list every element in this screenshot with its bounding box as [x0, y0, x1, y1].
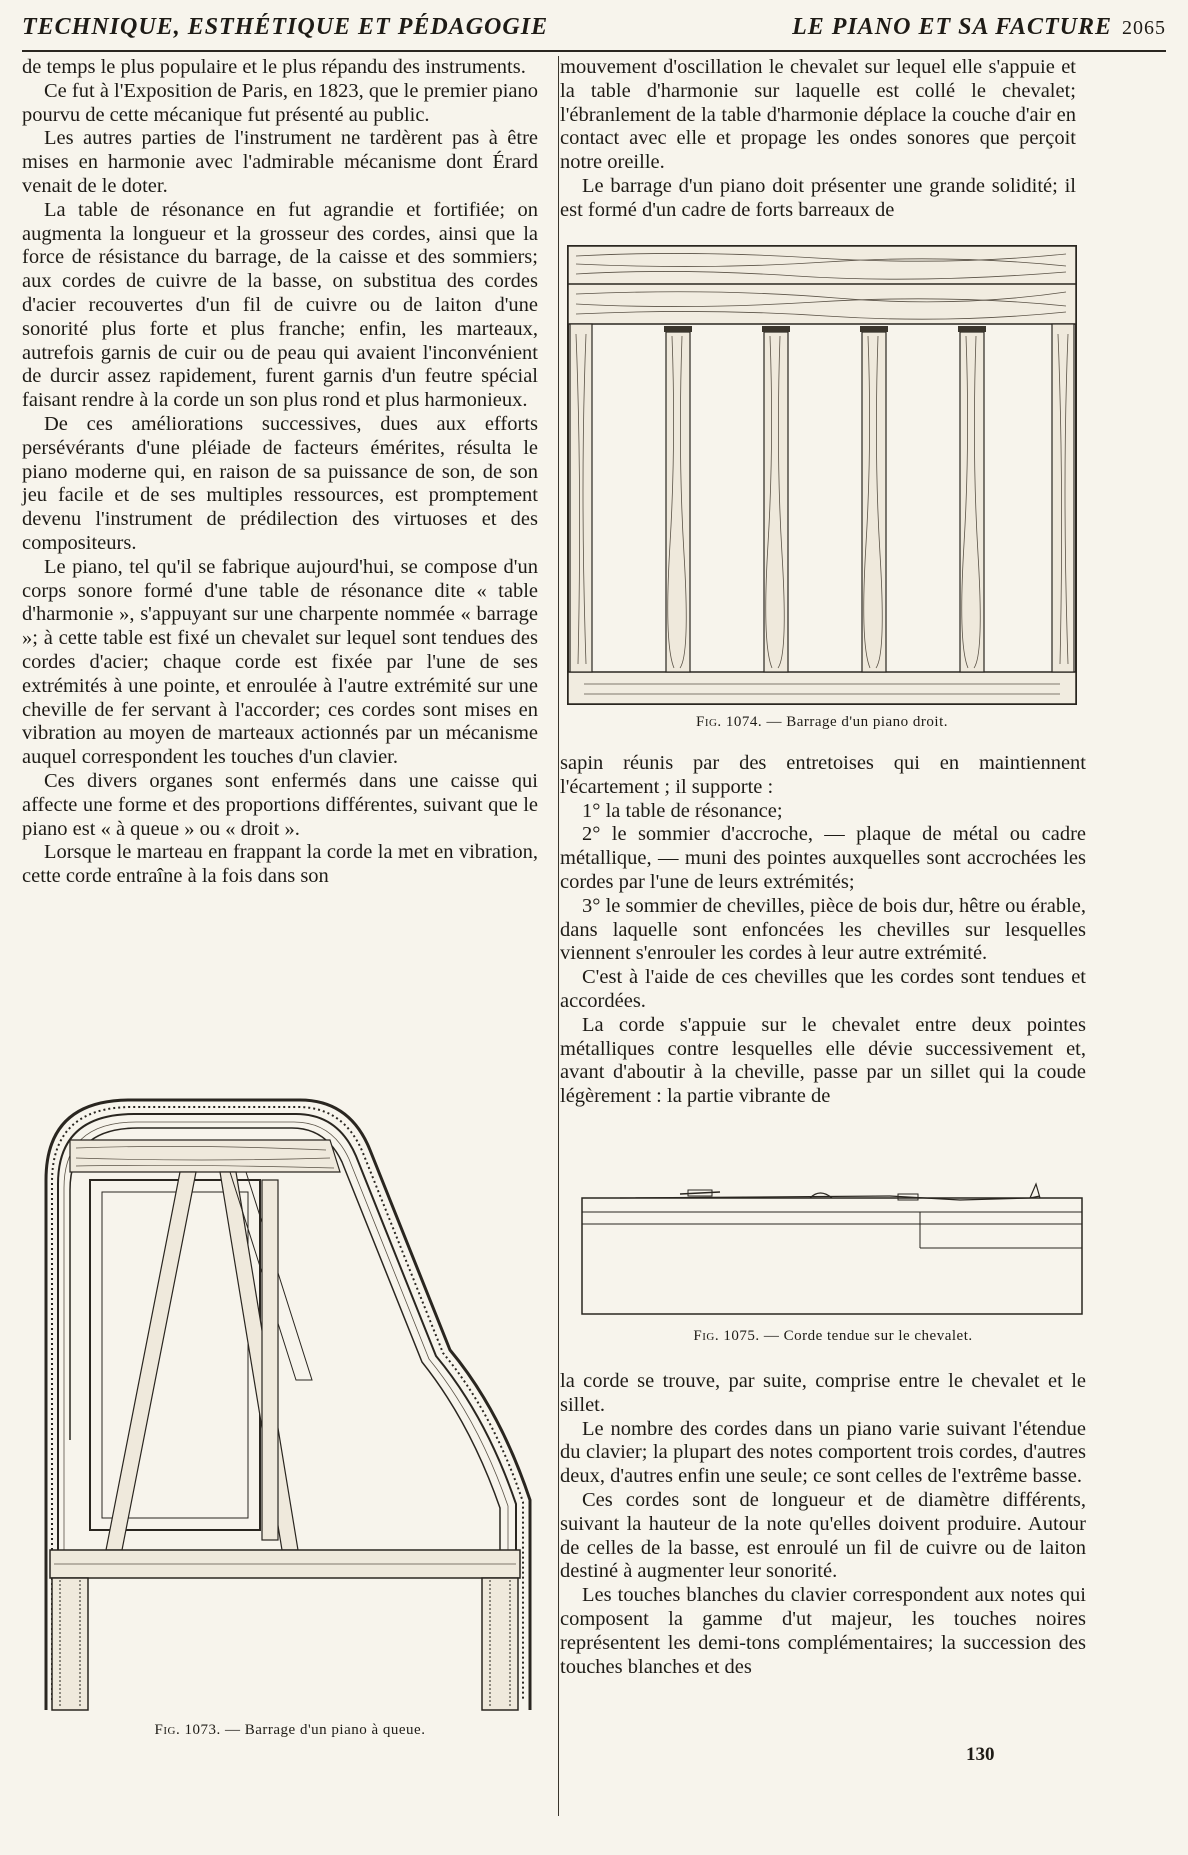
right-column-middle — [560, 752, 1086, 1109]
paragraph: Les touches blanches du clavier correspondent aux notes qui composent la gamme d'ut majeur, les touches noires représentent les demi-tons complémentaires; la succession des touches blanches et des — [560, 1584, 1086, 1678]
figure-caption-1074 — [566, 714, 1078, 731]
paragraph: Les autres parties de l'instrument ne tardèrent pas à être mises en harmonie avec l'admirable mécanisme dont Érard venait de le doter. — [22, 127, 538, 197]
paragraph: sapin réunis par des entretoises qui en maintiennent l'écartement ; il supporte : — [560, 752, 1086, 798]
upright-piano-frame-figure — [566, 244, 1078, 706]
page-number: 2065 — [1122, 17, 1166, 39]
paragraph: la corde se trouve, par suite, comprise entre le chevalet et le sillet. — [560, 1370, 1086, 1416]
paragraph: Le nombre des cordes dans un piano varie suivant l'étendue du clavier; la plupart des notes comportent trois cordes, d'autres deux, d'autres enfin une seule; ce sont celles de l'extrême basse. — [560, 1417, 1086, 1488]
right-column-top — [560, 56, 1076, 223]
left-column — [22, 56, 538, 889]
figure-caption-1075 — [580, 1328, 1086, 1345]
paragraph: De ces améliorations successives, dues aux efforts persévérants d'une pléiade de facteurs émérites, résulta le piano moderne qui, en raison de sa puissance de son, de son jeu facile et de ses multiples ressources, est promptement devenu l'instrument de prédilection des virtuoses et des compositeurs. — [22, 412, 538, 554]
column-divider — [558, 56, 559, 1816]
paragraph: Le barrage d'un piano doit présenter une grande solidité; il est formé d'un cadre de forts barreaux de — [560, 174, 1076, 221]
figure-caption-text: — Barrage d'un piano droit. — [766, 714, 949, 730]
paragraph: mouvement d'oscillation le chevalet sur lequel elle s'appuie et la table d'harmonie sur laquelle est collé le chevalet; l'ébranlement de la table d'harmonie déplace la couche d'air en contact avec elle et propage les ondes sonores que perçoit notre oreille. — [560, 56, 1076, 174]
figure-caption-1073 — [60, 1722, 520, 1739]
figure-caption-text: — Barrage d'un piano à queue. — [224, 1722, 426, 1738]
header-right — [792, 14, 1166, 41]
header-rule — [22, 50, 1166, 52]
running-header — [22, 14, 1166, 48]
string-on-bridge-figure — [580, 1176, 1086, 1316]
paragraph: 2° le sommier d'accroche, — plaque de métal ou cadre métallique, — muni des pointes auxquelles sont accrochées les cordes par l'une de leurs extrémités; — [560, 823, 1086, 893]
header-left-title: TECHNIQUE, ESTHÉTIQUE ET PÉDAGOGIE — [22, 14, 549, 40]
paragraph: de temps le plus populaire et le plus répandu des instruments. — [22, 56, 526, 78]
right-column-lower — [560, 1370, 1086, 1679]
figure-number: Fig. 1075. — [693, 1328, 760, 1344]
paragraph: C'est à l'aide de ces chevilles que les cordes sont tendues et accordées. — [560, 966, 1086, 1012]
paragraph: Lorsque le marteau en frappant la corde la met en vibration, cette corde entraîne à la fois dans son — [22, 841, 538, 888]
paragraph: Ces cordes sont de longueur et de diamètre différents, suivant la hauteur de la note qu'elles doivent produire. Autour de celles de la basse, est enroulé un fil de cuivre ou de laiton destiné à augmenter leur sonorité. — [560, 1488, 1086, 1583]
paragraph: La corde s'appuie sur le chevalet entre deux pointes métalliques contre lesquelles elle dévie successivement et, avant d'aboutir à la cheville, passe par un sillet qui la coude légèrement : la partie vibrante de — [560, 1013, 1086, 1108]
paragraph: Ce fut à l'Exposition de Paris, en 1823, que le premier piano pourvu de cette mécanique fut présenté au public. — [22, 79, 538, 126]
signature-mark: 130 — [966, 1744, 995, 1765]
paragraph: 3° le sommier de chevilles, pièce de bois dur, hêtre ou érable, dans laquelle sont enfoncées les chevilles sur lesquelles viennent s'enrouler les cordes à leur autre extrémité. — [560, 894, 1086, 965]
paragraph: Le piano, tel qu'il se fabrique aujourd'hui, se compose d'un corps sonore formé d'une table de résonance dite « table d'harmonie », s'appuyant sur une charpente nommée « barrage »; à cette table est fixé un chevalet sur lequel sont tendues des cordes d'acier; chaque corde est fixée par l'une de ses extrémités à une pointe, et enroulée à l'autre extrémité sur une cheville de fer servant à l'accorder; ces cordes sont mises en vibration au moyen de marteaux actionnés par un mécanisme auquel correspondent les touches d'un clavier. — [22, 555, 538, 769]
paragraph: Ces divers organes sont enfermés dans une caisse qui affecte une forme et des proportions différentes, suivant que le piano est « à queue » ou « droit ». — [22, 769, 538, 840]
paragraph: 1° la table de résonance; — [582, 799, 783, 822]
paragraph: La table de résonance en fut agrandie et fortifiée; on augmenta la longueur et la grosseur des cordes, ainsi que la force de résistance du barrage, de la caisse et des sommiers; aux cordes de cuivre de la basse, on substitua des cordes d'acier recouvertes d'un fil de cuivre ou de laiton d'une sonorité plus forte et plus franche; enfin, les marteaux, autrefois garnis de cuir ou de peau qui avaient l'inconvénient de durcir assez rapidement, furent garnis d'un feutre spécial faisant rendre à la corde un son plus rond et plus harmonieux. — [22, 198, 538, 412]
figure-number: Fig. 1073. — [154, 1722, 221, 1738]
figure-caption-text: — Corde tendue sur le chevalet. — [763, 1328, 973, 1344]
grand-piano-frame-figure — [30, 1080, 550, 1712]
header-right-title: LE PIANO ET SA FACTURE — [792, 14, 1112, 40]
figure-number: Fig. 1074. — [695, 714, 763, 730]
